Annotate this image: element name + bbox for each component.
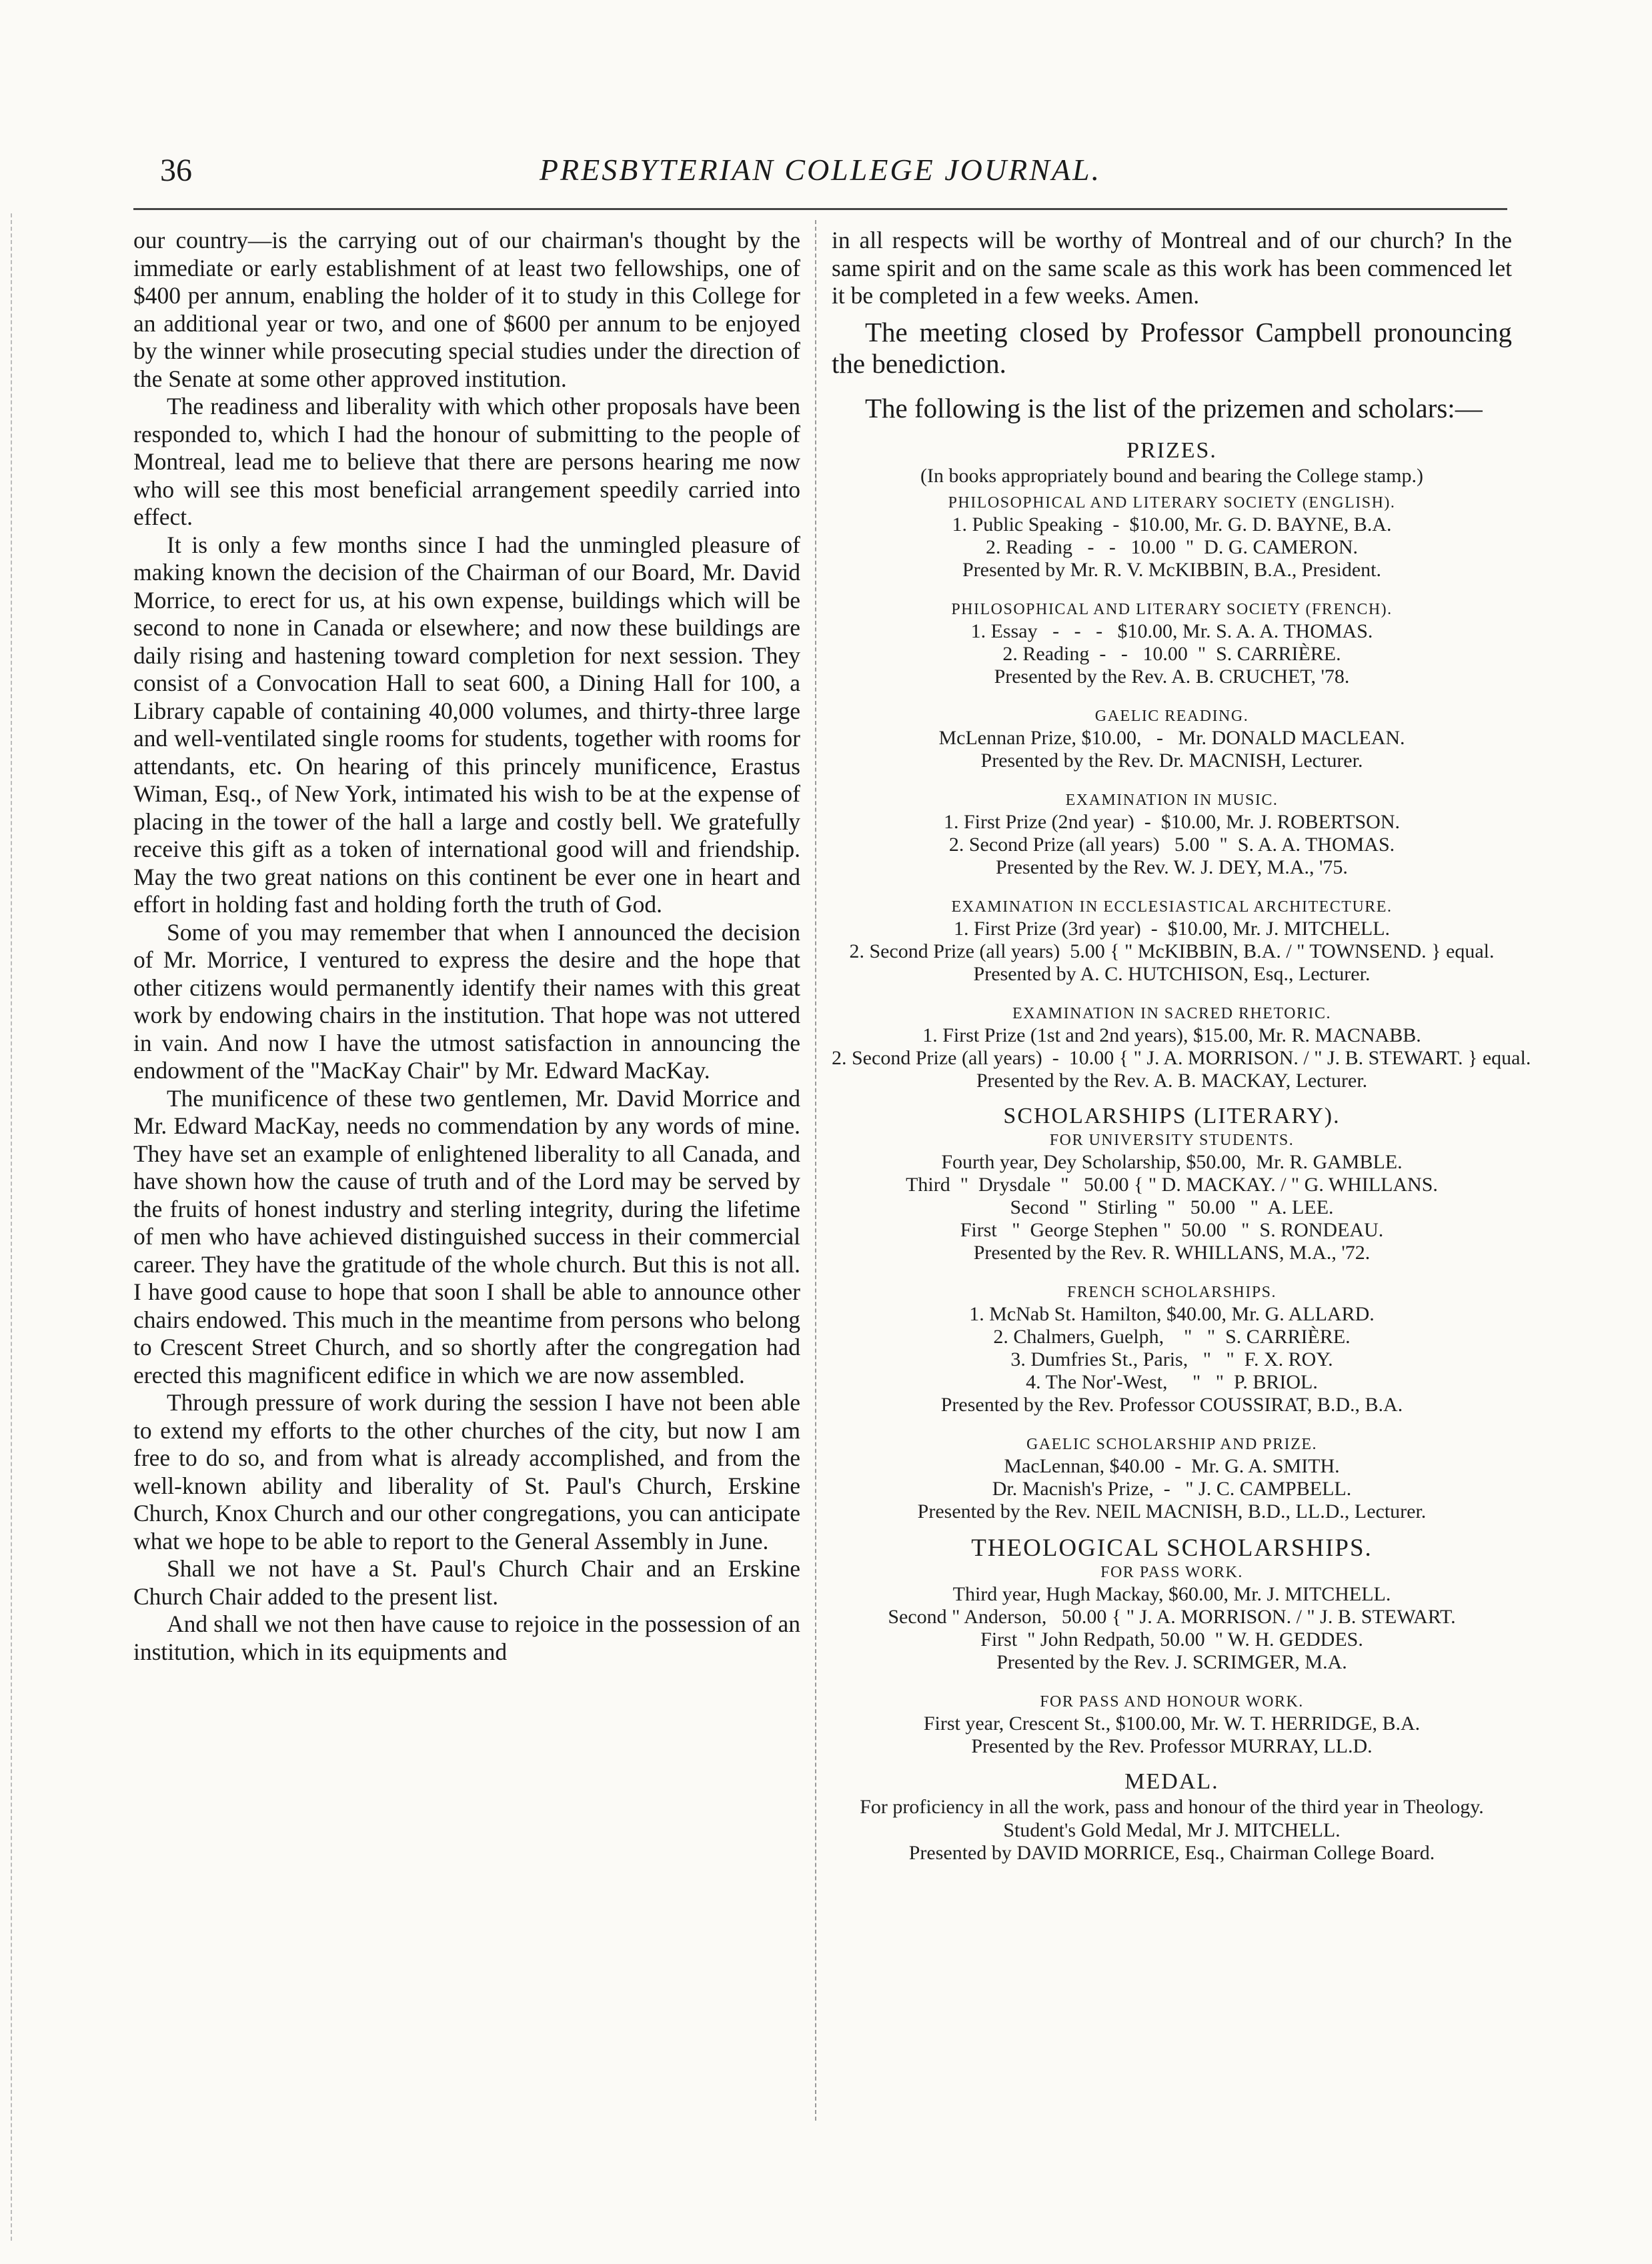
prize-line: 2. Reading - - 10.00 " S. CARRIÈRE. [1002, 642, 1341, 665]
prize-section [832, 790, 1512, 879]
section-heading: EXAMINATION IN SACRED RHETORIC. [1012, 1004, 1332, 1022]
paragraph: our country—is the carrying out of our chairman's thought by the immediate or early establishment of at least two fellowships, one of $400 per annum, enabling the holder of it to study in this College for an additional year or two, and one of $600 per annum to be enjoyed by the winner while prosecuting special studies under the direction of the Senate at some other approved institution. [133, 227, 800, 392]
prize-line: 2. Reading - - 10.00 " D. G. CAMERON. [985, 535, 1359, 558]
scholarship-line: First year, Crescent St., $100.00, Mr. W. T. HERRIDGE, B.A. [923, 1712, 1421, 1735]
header-rule [133, 208, 1507, 210]
scholarship-line: Third " Drysdale " 50.00 { " D. MACKAY. / " G. WHILLANS. [906, 1173, 1438, 1196]
presented-by: Presented by DAVID MORRICE, Esq., Chairman College Board. [908, 1841, 1435, 1864]
prizes-note: (In books appropriately bound and bearing the College stamp.) [920, 464, 1423, 487]
presented-by: Presented by the Rev. NEIL MACNISH, B.D., LL.D., Lecturer. [917, 1500, 1427, 1522]
scholarship-line: First " John Redpath, 50.00 " W. H. GEDDES. [980, 1628, 1363, 1650]
presented-by: Presented by the Rev. W. J. DEY, M.A., '75. [996, 856, 1348, 878]
literary-scholarships-title: SCHOLARSHIPS (LITERARY). [1003, 1103, 1341, 1128]
medal-line: Student's Gold Medal, Mr J. MITCHELL. [1003, 1819, 1341, 1841]
prize-line: McLennan Prize, $10.00, - Mr. DONALD MACLEAN. [938, 726, 1405, 749]
prize-section [832, 1003, 1531, 1092]
prize-section [832, 706, 1512, 772]
section-heading: EXAMINATION IN ECCLESIASTICAL ARCHITECTURE. [951, 898, 1393, 916]
section-heading: PHILOSOPHICAL AND LITERARY SOCIETY (FRENCH). [951, 600, 1393, 618]
presented-by: Presented by the Rev. R. WHILLANS, M.A., '72. [973, 1241, 1371, 1264]
paragraph: Some of you may remember that when I announced the decision of Mr. Morrice, I ventured to express the desire and the hope that other citizens would permanently identify their names with this great work by endowing chairs in the institution. That hope was not uttered in vain. And now I have the utmost satisfaction in announcing the endowment of the "MacKay Chair" by Mr. Edward MacKay. [133, 918, 800, 1084]
scholarship-line: 2. Chalmers, Guelph, " " S. CARRIÈRE. [993, 1325, 1351, 1348]
prize-list [832, 437, 1531, 1865]
section-subheading: FOR UNIVERSITY STUDENTS. [1049, 1131, 1295, 1149]
prize-line: 2. Second Prize (all years) - 10.00 { " J. A. MORRISON. / " J. B. STEWART. } equal. [832, 1046, 1531, 1069]
list-intro: The following is the list of the prizemen and scholars:— [865, 392, 1483, 423]
paragraph: And shall we not then have cause to rejoice in the possession of an institution, which in its equipments and [133, 1610, 800, 1665]
presented-by: Presented by the Rev. A. B. CRUCHET, '78. [994, 665, 1350, 688]
presented-by: Presented by A. C. HUTCHISON, Esq., Lecturer. [973, 962, 1371, 985]
prize-line: 1. First Prize (3rd year) - $10.00, Mr. J. MITCHELL. [953, 917, 1391, 940]
prize-line: 2. Second Prize (all years) 5.00 { " McKIBBIN, B.A. / " TOWNSEND. } equal. [849, 940, 1495, 962]
section-heading: EXAMINATION IN MUSIC. [1065, 791, 1279, 809]
french-scholarships-title: FRENCH SCHOLARSHIPS. [1066, 1283, 1277, 1301]
scholarship-line: First " George Stephen " 50.00 " S. RONDEAU. [960, 1218, 1384, 1241]
section-subheading: FOR PASS WORK. [1100, 1563, 1243, 1581]
prizes-title: PRIZES. [1126, 437, 1217, 463]
section-subheading: FOR PASS AND HONOUR WORK. [1040, 1692, 1304, 1711]
prize-line: 1. Public Speaking - $10.00, Mr. G. D. BAYNE, B.A. [952, 513, 1392, 535]
prize-section [832, 599, 1512, 688]
prize-line: 1. First Prize (1st and 2nd years), $15.00, Mr. R. MACNABB. [922, 1024, 1421, 1046]
scholarship-line: Fourth year, Dey Scholarship, $50.00, Mr. R. GAMBLE. [941, 1150, 1403, 1173]
left-column [133, 227, 800, 1666]
scholarship-line: Dr. Macnish's Prize, - " J. C. CAMPBELL. [992, 1477, 1352, 1500]
column-divider [815, 220, 816, 2121]
scholarship-line: Second " Stirling " 50.00 " A. LEE. [1010, 1196, 1334, 1218]
scholarship-line: 1. McNab St. Hamilton, $40.00, Mr. G. ALLARD. [969, 1302, 1375, 1325]
scholarship-line: 4. The Nor'-West, " " P. BRIOL. [1026, 1370, 1318, 1393]
journal-title: PRESBYTERIAN COLLEGE JOURNAL. [539, 153, 1102, 187]
medal-text: For proficiency in all the work, pass and honour of the third year in Theology. [860, 1795, 1484, 1818]
paragraph: The munificence of these two gentlemen, Mr. David Morrice and Mr. Edward MacKay, needs no commendation by any words of mine. They have set an example of enlightened liberality to all Canada, and have shown how the cause of truth and of the Lord may be served by the fruits of honest industry and sterling integrity, during the lifetime of men who have achieved distinguished success in their commercial career. They have the gratitude of the whole church. But this is not all. I have good cause to hope that soon I shall be able to announce other chairs endowed. This much in the meantime from persons who belong to Crescent Street Church, and so shortly after the congregation had erected this magnificent edifice in which we are now assembled. [133, 1084, 800, 1388]
prize-line: 1. First Prize (2nd year) - $10.00, Mr. J. ROBERTSON. [944, 810, 1400, 833]
presented-by: Presented by the Rev. J. SCRIMGER, M.A. [996, 1650, 1347, 1673]
page-header [133, 152, 1507, 199]
scholarship-line: Second " Anderson, 50.00 { " J. A. MORRISON. / " J. B. STEWART. [888, 1605, 1456, 1628]
scholarship-line: Third year, Hugh Mackay, $60.00, Mr. J. MITCHELL. [952, 1582, 1391, 1605]
paragraph: Shall we not have a St. Paul's Church Chair and an Erskine Church Chair added to the present list. [133, 1555, 800, 1610]
gaelic-scholarship-title: GAELIC SCHOLARSHIP AND PRIZE. [1026, 1435, 1317, 1453]
right-column [832, 227, 1531, 1865]
paragraph: Through pressure of work during the session I have not been able to extend my efforts to the other churches of the city, but now I am free to do so, and from what is already accomplished, and from the well-known ability and liberality of St. Paul's Church, Erskine Church, Knox Church and our other congregations, you can anticipate what we hope to be able to report to the General Assembly in June. [133, 1389, 800, 1554]
medal-title: MEDAL. [1124, 1769, 1219, 1794]
paragraph: in all respects will be worthy of Montreal and of our church? In the same spirit and on the same scale as this work has been commenced let it be completed in a few weeks. Amen. [832, 227, 1512, 309]
page-edge-rule [11, 213, 12, 2241]
section-heading: GAELIC READING. [1094, 707, 1249, 725]
section-heading: PHILOSOPHICAL AND LITERARY SOCIETY (ENGLISH). [948, 493, 1396, 511]
paragraph: The readiness and liberality with which other proposals have been responded to, which I had the honour of submitting to the people of Montreal, lead me to believe that there are persons hearing me now who will see this most beneficial arrangement speedily carried into effect. [133, 393, 800, 530]
presented-by: Presented by the Rev. Professor MURRAY, LL.D. [971, 1735, 1373, 1757]
scholarship-line: 3. Dumfries St., Paris, " " F. X. ROY. [1010, 1348, 1333, 1370]
theological-scholarships-title: THEOLOGICAL SCHOLARSHIPS. [971, 1534, 1373, 1562]
prize-line: 2. Second Prize (all years) 5.00 " S. A. A. THOMAS. [948, 833, 1395, 856]
presented-by: Presented by the Rev. Professor COUSSIRAT, B.D., B.A. [940, 1393, 1403, 1416]
closing-paragraph: The meeting closed by Professor Campbell pronouncing the benediction. [832, 316, 1512, 379]
page-number: 36 [160, 153, 192, 188]
prize-section [832, 896, 1512, 986]
prize-section [832, 492, 1512, 582]
scholarship-line: MacLennan, $40.00 - Mr. G. A. SMITH. [1004, 1454, 1340, 1477]
presented-by: Presented by Mr. R. V. McKIBBIN, B.A., President. [962, 558, 1382, 581]
paragraph: It is only a few months since I had the unmingled pleasure of making known the decision of the Chairman of our Board, Mr. David Morrice, to erect for us, at his own expense, buildings which will be second to none in Canada or elsewhere; and now these buildings are daily rising and hastening toward completion for next session. They consist of a Convocation Hall to seat 600, a Dining Hall for 100, a Library capable of containing 40,000 volumes, and thirty-three large and well-ventilated single rooms for students, together with rooms for attendants, etc. On hearing of this princely munificence, Erastus Wiman, Esq., of New York, intimated his wish to be at the expense of placing in the tower of the hall a large and costly bell. We gratefully receive this gift as a token of international good will and friendship. May the two great nations on this continent be ever one in heart and effort in holding fast and holding forth the truth of God. [133, 531, 800, 918]
presented-by: Presented by the Rev. A. B. MACKAY, Lecturer. [976, 1069, 1368, 1092]
prize-line: 1. Essay - - - $10.00, Mr. S. A. A. THOMAS. [970, 620, 1373, 642]
presented-by: Presented by the Rev. Dr. MACNISH, Lecturer. [980, 749, 1363, 772]
